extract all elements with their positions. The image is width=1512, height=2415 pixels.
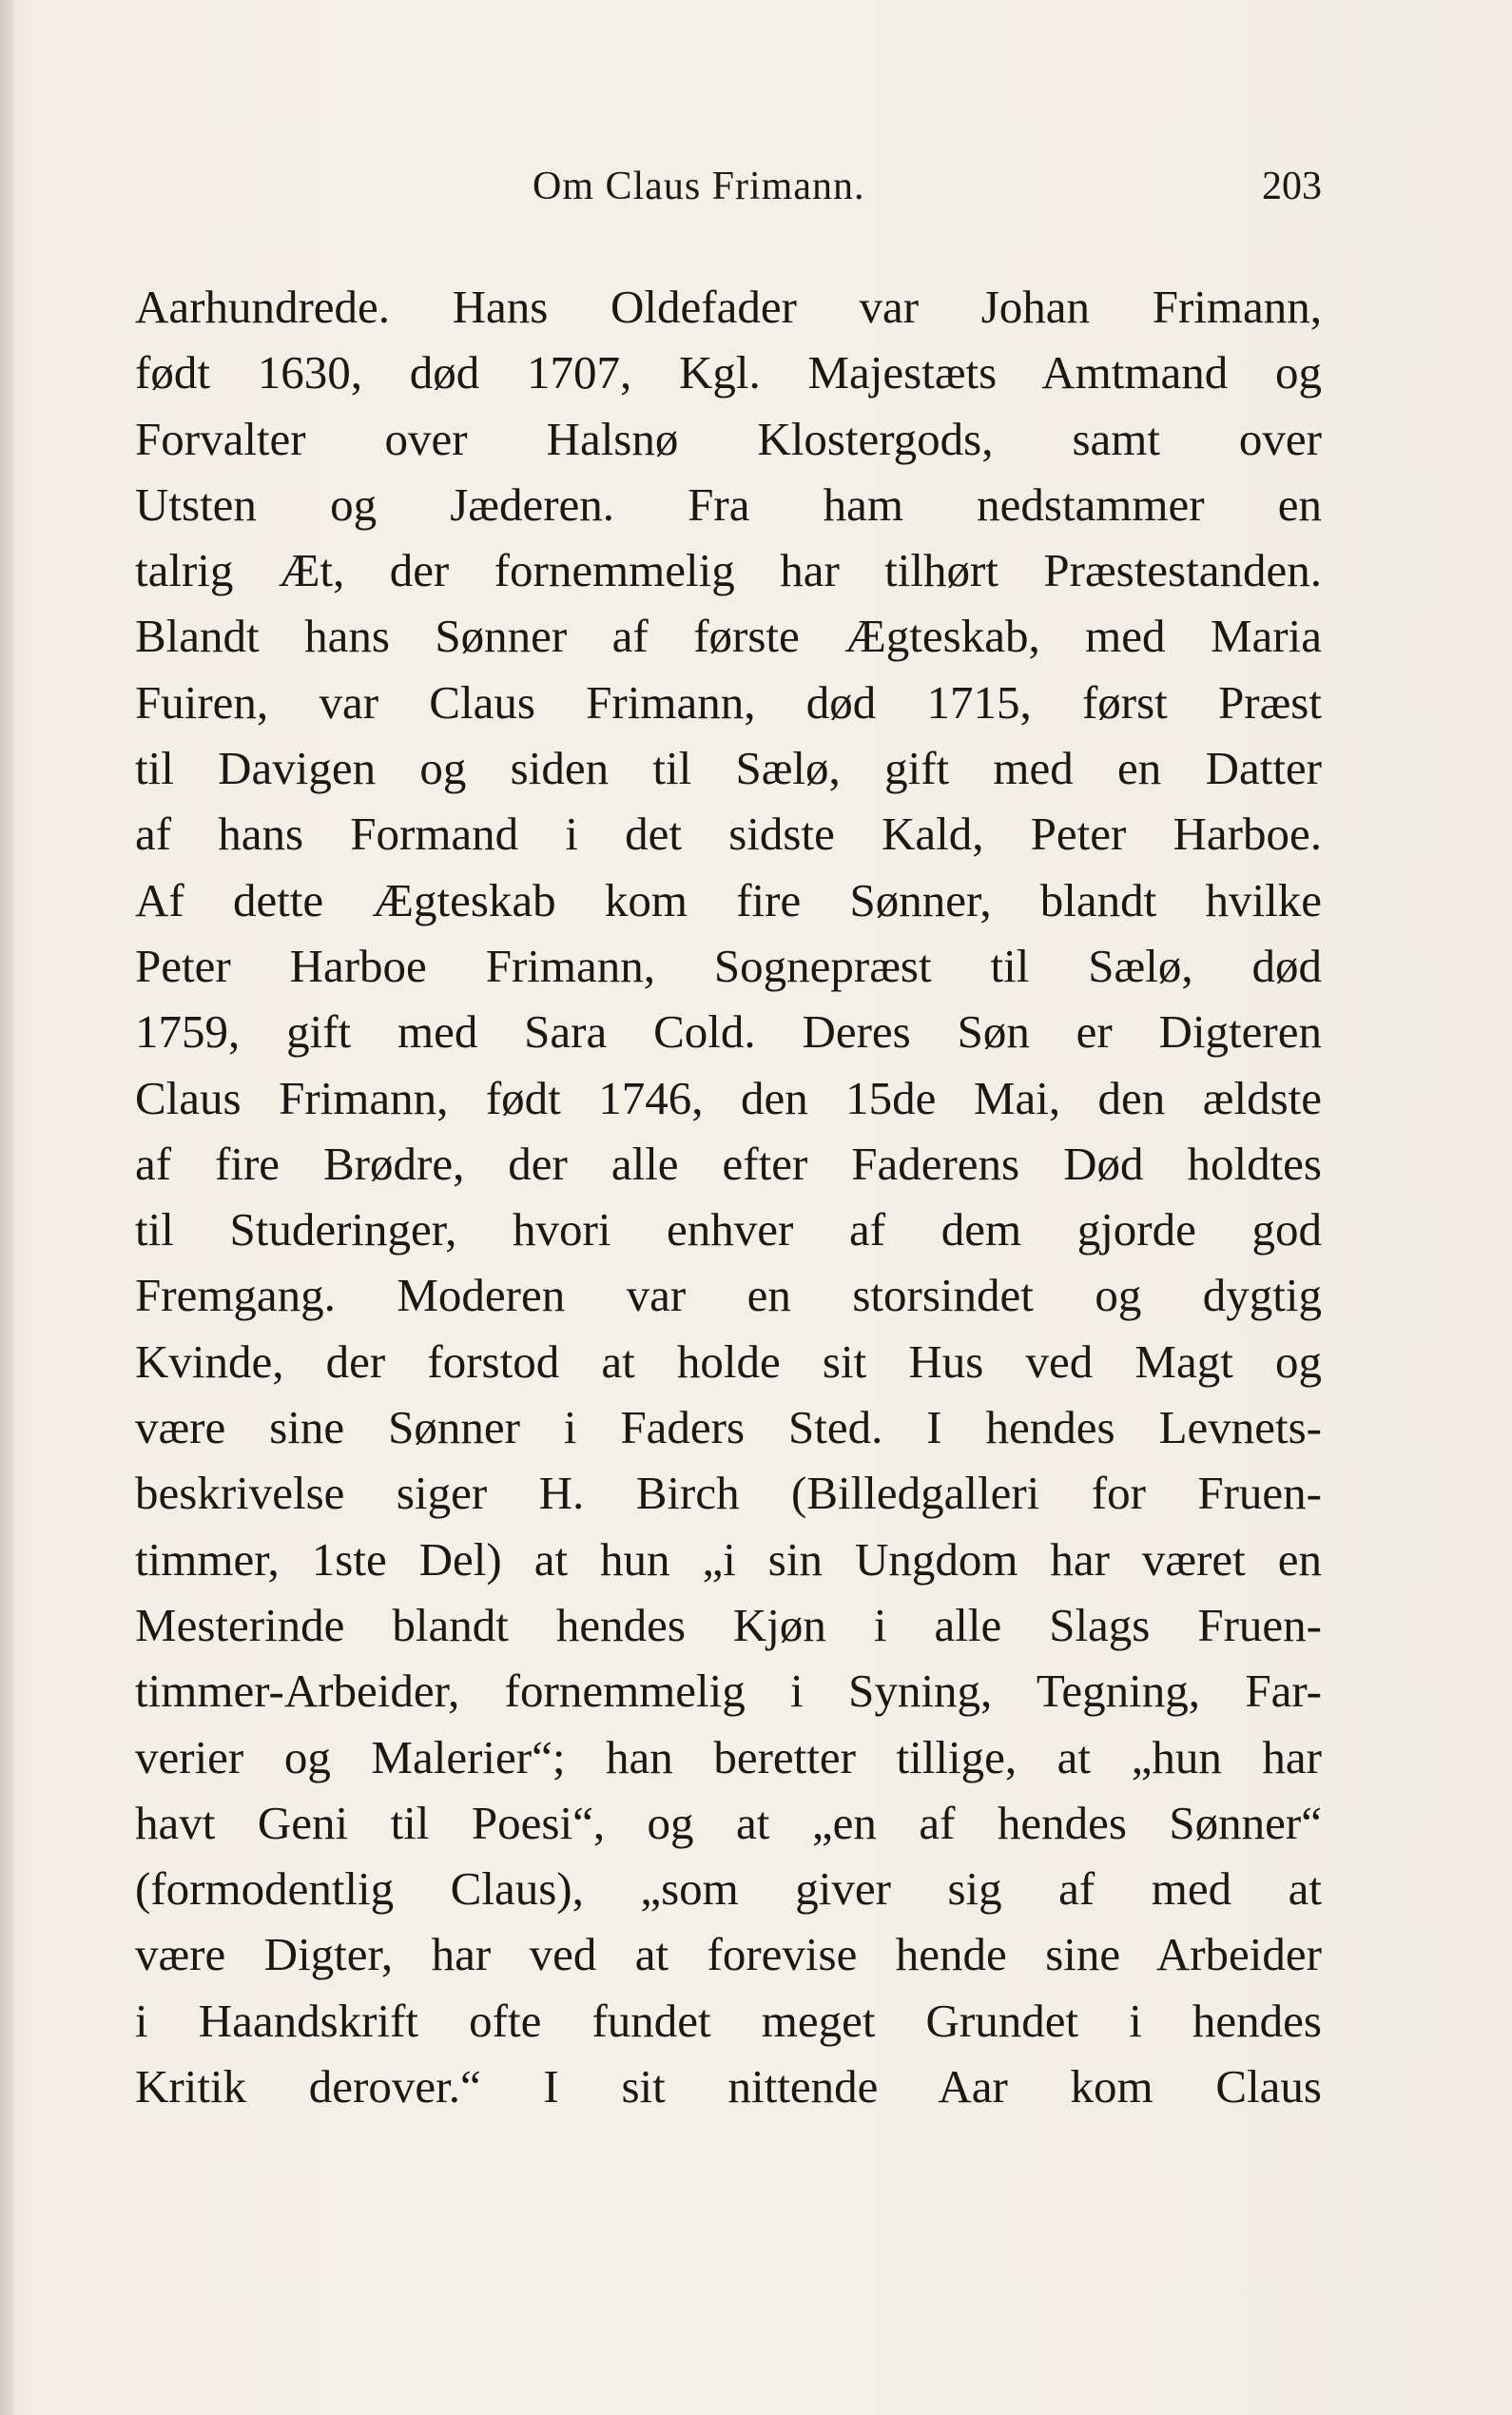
text-line: 1759, gift med Sara Cold. Deres Søn er Digteren xyxy=(135,1005,1322,1059)
text-line: Fuiren, var Claus Frimann, død 1715, først Præst xyxy=(135,675,1322,729)
text-line: Claus Frimann, født 1746, den 15de Mai, den ældste xyxy=(135,1071,1322,1124)
text-line: Blandt hans Sønner af første Ægteskab, med Maria xyxy=(135,610,1322,663)
text-line: til Davigen og siden til Sælø, gift med en Datter xyxy=(135,742,1322,795)
text-line: Aarhundrede. Hans Oldefader var Johan Frimann, xyxy=(135,281,1322,333)
page-binding-edge xyxy=(0,0,13,2415)
text-line: verier og Malerier“; han beretter tillige, at „hun har xyxy=(135,1730,1322,1783)
text-line: Kritik derover.“ I sit nittende Aar kom Claus xyxy=(135,2060,1322,2113)
page-number: 203 xyxy=(1262,165,1322,208)
text-line: af hans Formand i det sidste Kald, Peter Harboe. xyxy=(135,808,1322,861)
text-line: timmer, 1ste Del) at hun „i sin Ungdom har været en xyxy=(135,1532,1322,1586)
text-line: Forvalter over Halsnø Klostergods, samt over xyxy=(135,412,1322,465)
text-line: være Digter, har ved at forevise hende sine Arbeider xyxy=(135,1928,1322,1981)
text-line: være sine Sønner i Faders Sted. I hendes Levnets- xyxy=(135,1401,1322,1454)
text-line: havt Geni til Poesi“, og at „en af hendes Sønner“ xyxy=(135,1796,1322,1849)
text-line: Peter Harboe Frimann, Sognepræst til Sælø, død xyxy=(135,939,1322,992)
running-head: Om Claus Frimann. xyxy=(533,165,865,208)
text-line: Utsten og Jæderen. Fra ham nedstammer en xyxy=(135,477,1322,531)
text-line: af fire Brødre, der alle efter Faderens Død holdtes xyxy=(135,1137,1322,1190)
text-line: i Haandskrift ofte fundet meget Grundet i hendes xyxy=(135,1994,1322,2047)
text-line: Mesterinde blandt hendes Kjøn i alle Slags Fruen- xyxy=(135,1598,1322,1651)
text-line: Fremgang. Moderen var en storsindet og dygtig xyxy=(135,1269,1322,1322)
text-line: talrig Æt, der fornemmelig har tilhørt Præstestanden. xyxy=(135,544,1322,597)
page-header xyxy=(133,164,1322,211)
text-line: beskrivelse siger H. Birch (Billedgalleri for Fruen- xyxy=(135,1467,1322,1520)
text-line: (formodentlig Claus), „som giver sig af med at xyxy=(135,1862,1322,1916)
text-line: Kvinde, der forstod at holde sit Hus ved Magt og xyxy=(135,1334,1322,1388)
text-line: Af dette Ægteskab kom fire Sønner, blandt hvilke xyxy=(135,873,1322,926)
text-line: til Studeringer, hvori enhver af dem gjorde god xyxy=(135,1203,1322,1256)
text-line: timmer-Arbeider, fornemmelig i Syning, Tegning, Far- xyxy=(135,1665,1322,1718)
text-line: født 1630, død 1707, Kgl. Majestæts Amtmand og xyxy=(135,346,1322,399)
body-text xyxy=(135,274,1322,2119)
